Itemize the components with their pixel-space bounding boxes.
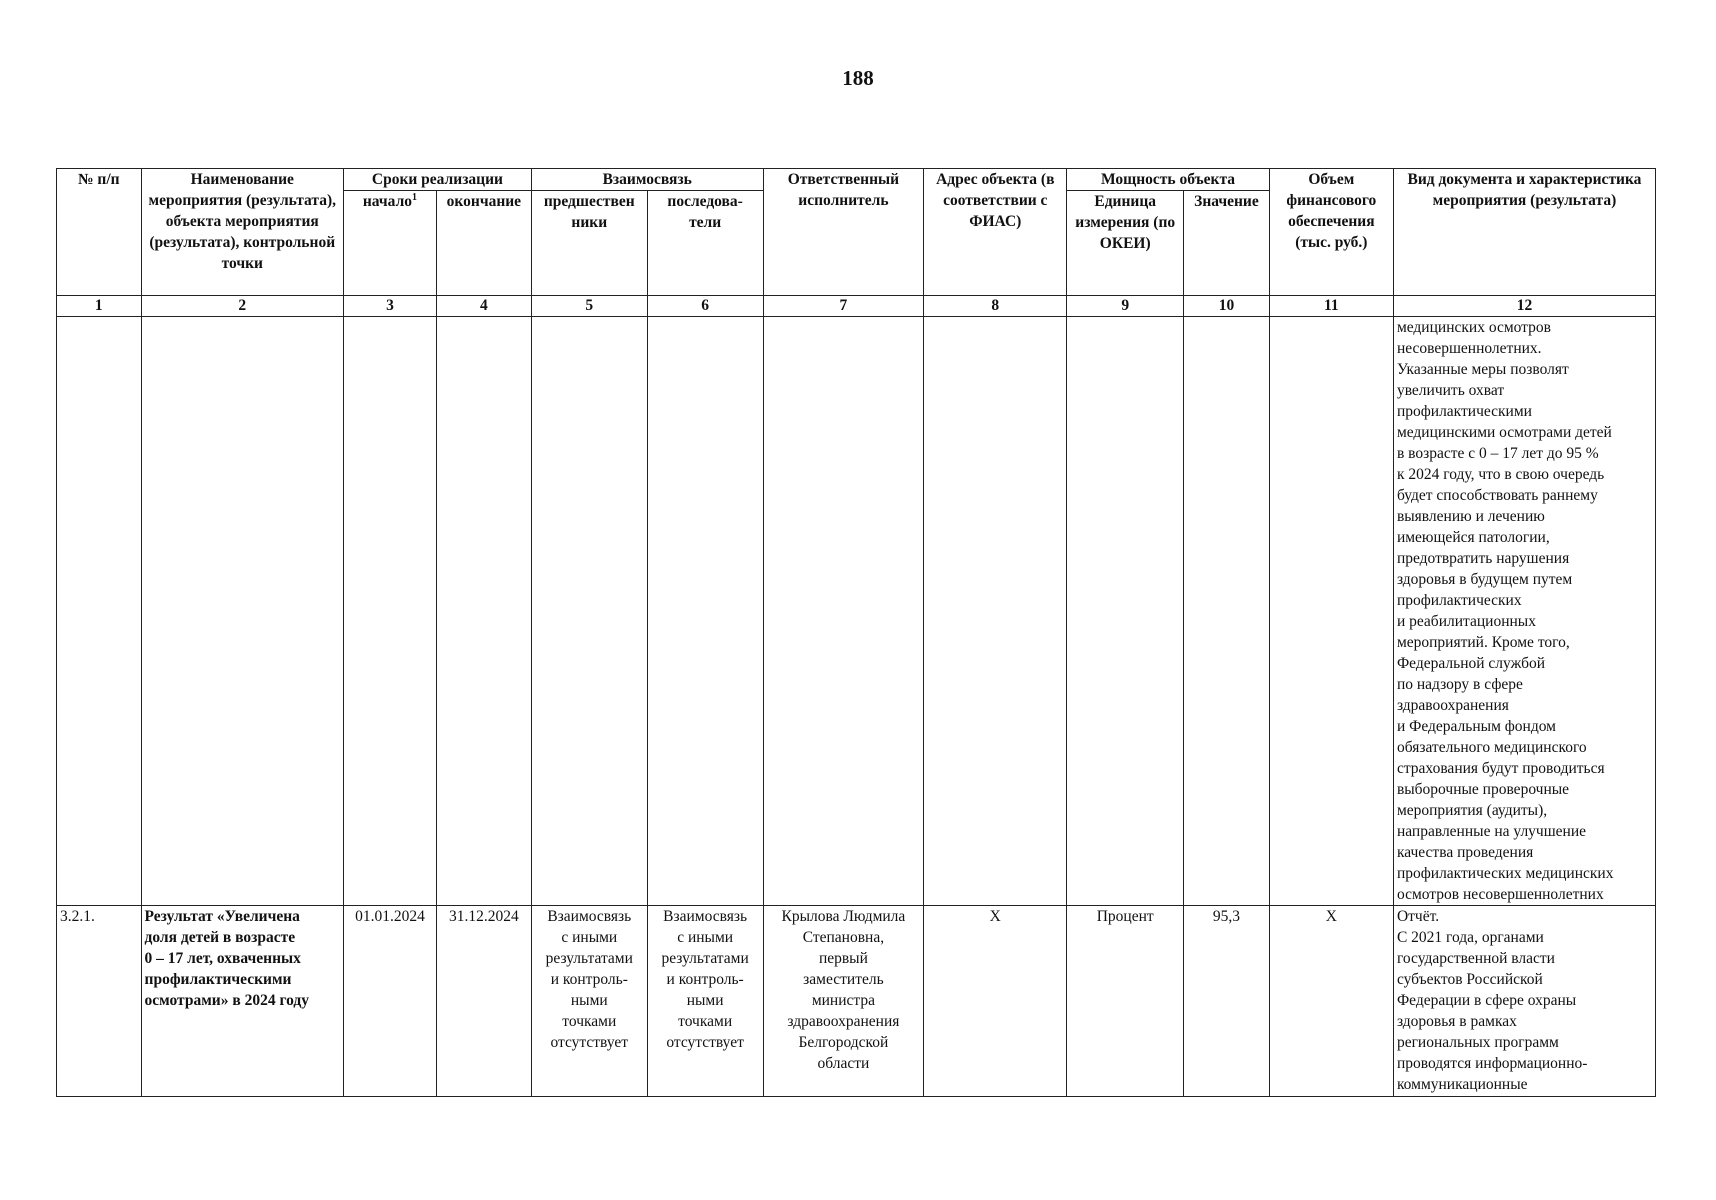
cell-value: 95,3 (1184, 906, 1270, 1097)
cell-finance: Х (1269, 906, 1393, 1097)
column-number: 12 (1393, 296, 1655, 317)
header-next: последова- тели (647, 191, 763, 296)
header-value: Значение (1184, 191, 1270, 296)
cell-start (344, 317, 437, 906)
column-number: 3 (344, 296, 437, 317)
header-address: Адрес объекта (в соответствии с ФИАС) (924, 169, 1067, 296)
cell-doc: медицинских осмотров несовершеннолетних. Указанные меры позволят увеличить охват профилактическими медицинскими осмотрами детей в возрасте с 0 – 17 лет до 95 % к 2024 году, что в свою очередь будет способствовать раннему выявлению и лечению имеющейся патологии, предотвратить нарушения здоровья в будущем путем профилактических и реабилитационных мероприятий. Кроме того, Федеральной службой по надзору в сфере здравоохранения и Федеральным фондом обязательного медицинского страхования будут проводиться выборочные проверочные мероприятия (аудиты), направленные на улучшение качества проведения профилактических медицинских осмотров несовершеннолетних (1393, 317, 1655, 906)
table-row-continuation (57, 317, 1656, 906)
page-number: 188 (842, 66, 874, 90)
header-finance: Объем финансового обеспечения (тыс. руб.) (1269, 169, 1393, 296)
cell-next (647, 317, 763, 906)
header-end: окончание (436, 191, 531, 296)
header-num: № п/п (57, 169, 142, 296)
header-responsible: Ответственный исполнитель (763, 169, 924, 296)
cell-address: Х (924, 906, 1067, 1097)
cell-end: 31.12.2024 (436, 906, 531, 1097)
cell-name (141, 317, 343, 906)
column-number: 8 (924, 296, 1067, 317)
column-number: 7 (763, 296, 924, 317)
column-number: 11 (1269, 296, 1393, 317)
cell-name: Результат «Увеличена доля детей в возрасте 0 – 17 лет, охваченных профилактическими осмотрами» в 2024 году (141, 906, 343, 1097)
measures-table (56, 168, 1656, 1097)
header-name: Наименование мероприятия (результата), объекта мероприятия (результата), контрольной точки (141, 169, 343, 296)
cell-unit (1067, 317, 1184, 906)
cell-doc: Отчёт. С 2021 года, органами государственной власти субъектов Российской Федерации в сфере охраны здоровья в рамках региональных программ проводятся информационно- коммуникационные (1393, 906, 1655, 1097)
cell-finance (1269, 317, 1393, 906)
column-numbers-row (57, 296, 1656, 317)
header-start-label: начало (362, 193, 413, 210)
cell-responsible (763, 317, 924, 906)
cell-address (924, 317, 1067, 906)
column-number: 10 (1184, 296, 1270, 317)
header-unit: Единица измерения (по ОКЕИ) (1067, 191, 1184, 296)
header-start-footnote: 1 (412, 191, 418, 203)
cell-prev (531, 317, 647, 906)
column-number: 6 (647, 296, 763, 317)
header-capacity-group: Мощность объекта (1067, 169, 1269, 191)
cell-value (1184, 317, 1270, 906)
cell-unit: Процент (1067, 906, 1184, 1097)
column-number: 9 (1067, 296, 1184, 317)
cell-next: Взаимосвязь с иными результатами и контроль- ными точками отсутствует (647, 906, 763, 1097)
column-number: 1 (57, 296, 142, 317)
column-number: 2 (141, 296, 343, 317)
cell-responsible: Крылова Людмила Степановна, первый заместитель министра здравоохранения Белгородской области (763, 906, 924, 1097)
cell-prev: Взаимосвязь с иными результатами и контроль- ными точками отсутствует (531, 906, 647, 1097)
header-row-1 (57, 169, 1656, 191)
header-doc: Вид документа и характеристика мероприятия (результата) (1393, 169, 1655, 296)
header-prev: предшествен ники (531, 191, 647, 296)
table-row-3-2-1 (57, 906, 1656, 1097)
header-link-group: Взаимосвязь (531, 169, 763, 191)
cell-start: 01.01.2024 (344, 906, 437, 1097)
column-number: 5 (531, 296, 647, 317)
cell-num: 3.2.1. (57, 906, 142, 1097)
header-terms-group: Сроки реализации (344, 169, 532, 191)
cell-num (57, 317, 142, 906)
column-number: 4 (436, 296, 531, 317)
cell-end (436, 317, 531, 906)
header-start (344, 191, 437, 296)
